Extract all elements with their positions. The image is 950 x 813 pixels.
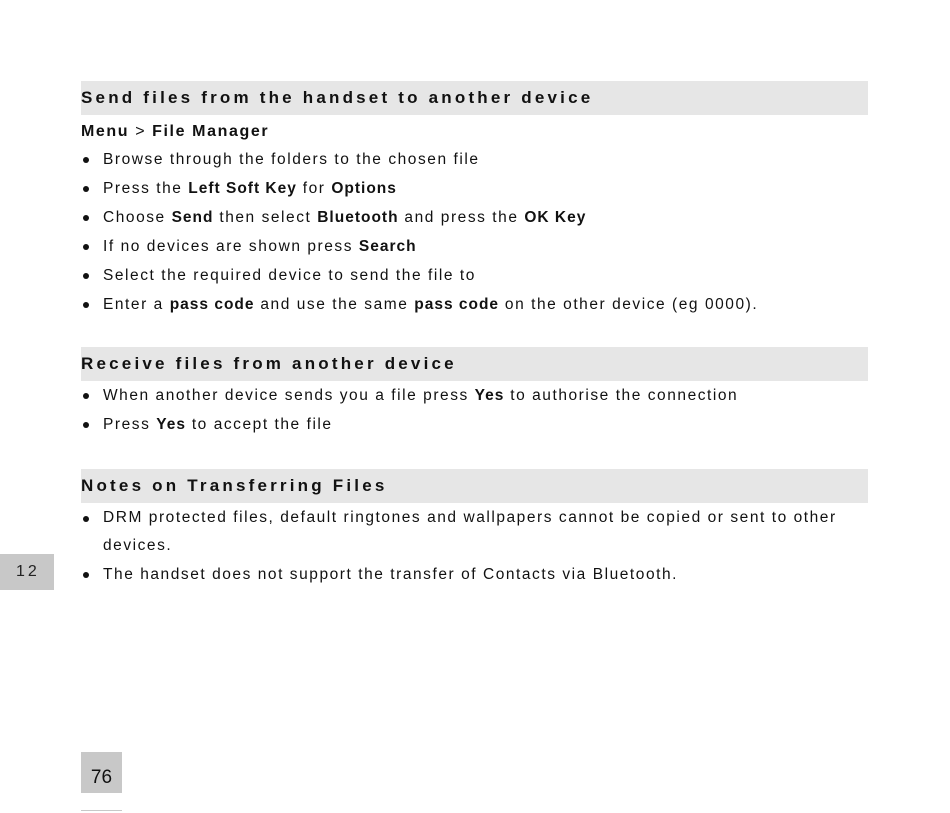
section-receive-files <box>81 347 868 439</box>
instruction-list <box>81 381 868 439</box>
section-notes <box>81 469 868 589</box>
item-text: to accept the file <box>185 416 333 433</box>
section-heading: Send files from the handset to another device <box>81 81 868 115</box>
list-item <box>81 174 868 203</box>
item-text: Press the <box>103 180 189 197</box>
list-item <box>81 232 868 261</box>
item-text: then select <box>213 209 318 226</box>
item-text: If no devices are shown press <box>103 238 359 255</box>
key-name: Yes <box>474 387 505 404</box>
key-name: Yes <box>156 416 186 433</box>
menu-path-menu: Menu <box>81 123 130 140</box>
item-text: and use the same <box>254 296 415 313</box>
list-item <box>81 560 868 589</box>
menu-path <box>81 119 868 145</box>
bullet-icon <box>83 215 89 221</box>
key-name: Options <box>331 180 397 197</box>
list-item <box>81 410 868 439</box>
item-text: When another device sends you a file press <box>103 387 475 404</box>
list-item <box>81 290 868 319</box>
section-send-files <box>81 81 868 319</box>
bullet-icon <box>83 244 89 250</box>
section-heading: Notes on Transferring Files <box>81 469 868 503</box>
notes-list <box>81 504 868 589</box>
key-name: Bluetooth <box>317 209 399 226</box>
chapter-tab: 12 <box>0 554 54 590</box>
bullet-icon <box>83 157 89 163</box>
page-number: 76 <box>81 752 122 793</box>
list-item <box>81 261 868 290</box>
item-text: Press <box>103 416 157 433</box>
list-item <box>81 145 868 174</box>
item-text: DRM protected files, default ringtones and wallpapers cannot be copied or sent to other devices. <box>103 509 837 554</box>
item-text: The handset does not support the transfer of Contacts via Bluetooth. <box>103 566 678 583</box>
section-heading: Receive files from another device <box>81 347 868 381</box>
key-name: Send <box>171 209 214 226</box>
key-name: Left Soft Key <box>188 180 297 197</box>
item-text: on the other device (eg 0000). <box>499 296 759 313</box>
key-name: Search <box>358 238 417 255</box>
item-text: Select the required device to send the file to <box>103 267 476 284</box>
bullet-icon <box>83 422 89 428</box>
item-text: to authorise the connection <box>504 387 739 404</box>
key-name: pass code <box>169 296 255 313</box>
menu-path-file-manager: File Manager <box>152 123 270 140</box>
key-name: OK Key <box>524 209 587 226</box>
list-item <box>81 381 868 410</box>
item-text: Enter a <box>103 296 170 313</box>
bullet-icon <box>83 186 89 192</box>
bullet-icon <box>83 393 89 399</box>
item-text: Browse through the folders to the chosen file <box>103 151 480 168</box>
item-text: for <box>296 180 332 197</box>
list-item <box>81 203 868 232</box>
page-number-rule <box>81 810 122 811</box>
instruction-list <box>81 145 868 319</box>
bullet-icon <box>83 516 89 522</box>
bullet-icon <box>83 572 89 578</box>
bullet-icon <box>83 302 89 308</box>
key-name: pass code <box>414 296 500 313</box>
menu-path-separator: > <box>135 123 147 140</box>
bullet-icon <box>83 273 89 279</box>
item-text: Choose <box>103 209 172 226</box>
list-item <box>81 504 843 560</box>
item-text: and press the <box>398 209 525 226</box>
